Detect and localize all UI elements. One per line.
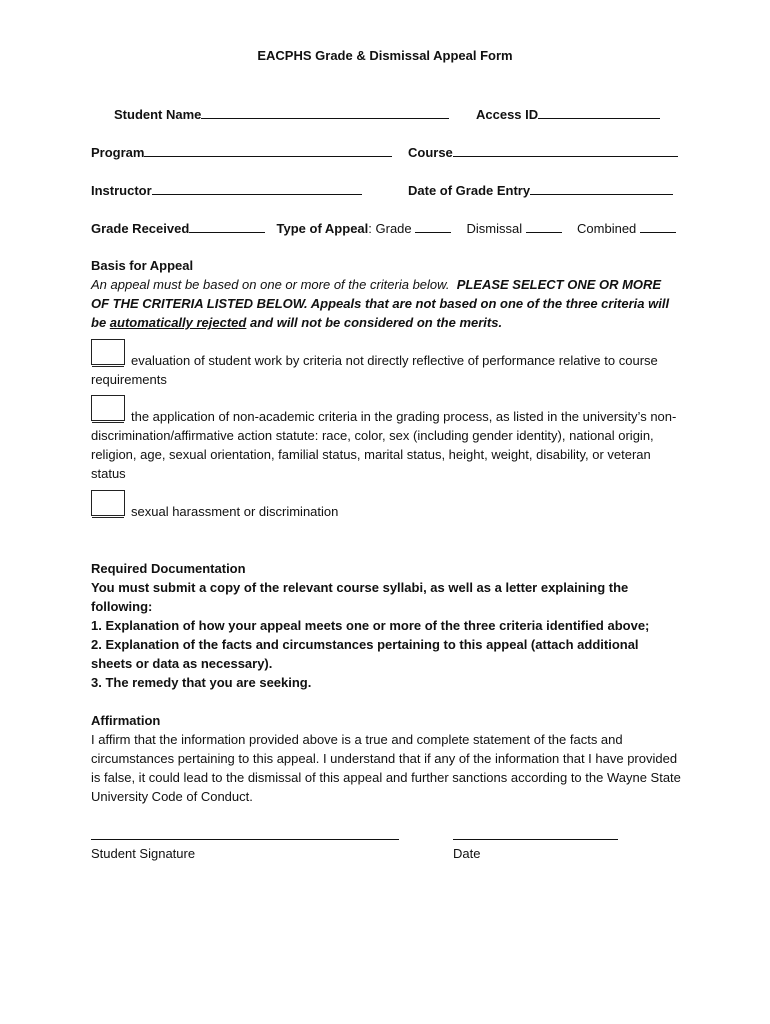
grade-received-input-line[interactable]	[189, 218, 265, 233]
documentation-heading: Required Documentation	[91, 561, 246, 576]
student-signature-label: Student Signature	[91, 846, 196, 861]
appeal-option-grade-label: Grade	[375, 221, 412, 236]
course-label: Course	[408, 145, 453, 160]
appeal-option-combined-input-line[interactable]	[640, 218, 676, 233]
type-of-appeal-label: Type of Appeal	[276, 221, 369, 236]
date-signature-line[interactable]	[453, 839, 618, 840]
basis-intro-end: and will not be considered on the merits.	[249, 315, 503, 330]
appeal-option-grade-input-line[interactable]	[415, 218, 451, 233]
criterion-2-label: the application of non-academic criteria in the grading process, as listed in the university’s non-discrimination/affirmative action statute: race, color, sex (including gender identity), national origin, religion, age, sexual orientation, familial status, marital status, height, weight, disability, or veteran status	[91, 409, 677, 481]
student-signature-line[interactable]	[91, 839, 399, 840]
program-field	[91, 142, 392, 162]
grade-appeal-row	[91, 218, 676, 238]
basis-heading: Basis for Appeal	[91, 258, 194, 273]
criterion-2-text	[91, 407, 681, 483]
documentation-intro: You must submit a copy of the relevant course syllabi, as well as a letter explaining the following:	[91, 580, 629, 614]
student-name-label: Student Name	[114, 107, 202, 122]
course-input-line[interactable]	[453, 142, 678, 157]
documentation-item-1: 1. Explanation of how your appeal meets one or more of the three criteria identified above;	[91, 618, 650, 633]
affirmation-heading: Affirmation	[91, 713, 161, 728]
appeal-option-dismissal-input-line[interactable]	[526, 218, 562, 233]
date-of-grade-entry-input-line[interactable]	[530, 180, 673, 195]
appeal-option-combined-label: Combined	[577, 221, 637, 236]
instructor-label: Instructor	[91, 183, 152, 198]
access-id-field	[476, 104, 660, 124]
course-field	[408, 142, 678, 162]
date-label: Date	[453, 846, 481, 861]
program-input-line[interactable]	[144, 142, 392, 157]
program-label: Program	[91, 145, 145, 160]
student-name-field	[114, 104, 449, 124]
appeal-option-dismissal-label: Dismissal	[466, 221, 523, 236]
date-of-grade-entry-label: Date of Grade Entry	[408, 183, 531, 198]
criterion-3-label: sexual harassment or discrimination	[131, 504, 339, 519]
grade-received-label: Grade Received	[91, 221, 190, 236]
instructor-input-line[interactable]	[152, 180, 362, 195]
date-of-grade-entry-field	[408, 180, 673, 200]
access-id-input-line[interactable]	[538, 104, 660, 119]
basis-intro-italic: An appeal must be based on one or more of the criteria below.	[91, 277, 450, 292]
documentation-item-2: 2. Explanation of the facts and circumstances pertaining to this appeal (attach additional sheets or data as necessary).	[91, 637, 639, 671]
instructor-field	[91, 180, 362, 200]
basis-intro-bold: PLEASE SELECT ONE OR MORE OF THE CRITERIA LISTED BELOW. Appeals that are not based on one of the three criteria will be	[91, 277, 670, 330]
type-of-appeal-colon: :	[368, 221, 372, 236]
access-id-label: Access ID	[476, 107, 539, 122]
form-title: EACPHS Grade & Dismissal Appeal Form	[257, 48, 513, 63]
basis-intro-underline: automatically rejected	[109, 315, 247, 330]
criterion-1-label: evaluation of student work by criteria not directly reflective of performance relative to course requirements	[91, 353, 658, 387]
documentation-item-3: 3. The remedy that you are seeking.	[91, 675, 312, 690]
student-name-input-line[interactable]	[201, 104, 449, 119]
affirmation-text: I affirm that the information provided above is a true and complete statement of the facts and circumstances pertaining to this appeal. I understand that if any of the information that I have provided is false, it could lead to the dismissal of this appeal and further sanctions according to the Wayne State University Code of Conduct.	[91, 732, 681, 804]
basis-intro	[91, 275, 681, 332]
criterion-1-text	[91, 351, 681, 389]
criterion-3-text	[91, 502, 681, 521]
